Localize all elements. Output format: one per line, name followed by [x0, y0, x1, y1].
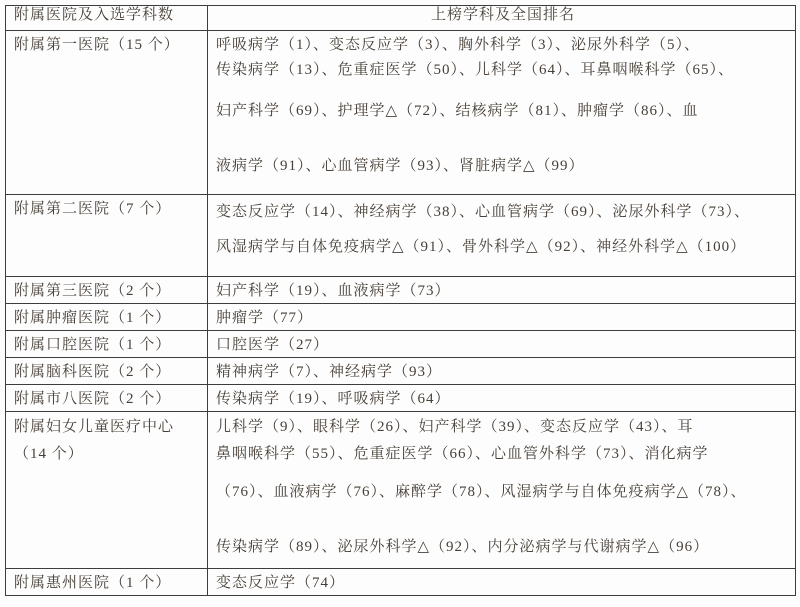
- hospital-cell: [6, 412, 208, 569]
- text-line: 附属市八医院（2 个）: [14, 391, 172, 407]
- subjects-cell: [208, 304, 796, 331]
- text-line: 妇产科学（19）、血液病学（73）: [216, 283, 451, 299]
- header-cell-hospital: 附属医院及入选学科数: [6, 6, 208, 31]
- text-line: 附属脑科医院（2 个）: [14, 364, 172, 380]
- table-header-row: [6, 6, 796, 31]
- text-line: 传染病学（13）、危重症医学（50）、儿科学（64）、耳鼻咽喉科学（65）、: [216, 62, 735, 78]
- text-line: 附属惠州医院（1 个）: [14, 575, 172, 591]
- ranking-table: [5, 5, 796, 596]
- table-row: [6, 412, 796, 569]
- table-row: [6, 385, 796, 412]
- text-line: （14 个）: [14, 446, 84, 462]
- text-line: 传染病学（89）、泌尿外科学△（92）、内分泌病学与代谢病学△（96）: [216, 539, 710, 555]
- text-line: 妇产科学（69）、护理学△（72）、结核病学（81）、肿瘤学（86）、血: [216, 103, 699, 119]
- header-cell-subjects: 上榜学科及全国排名: [208, 6, 796, 31]
- text-line: 鼻咽喉科学（55）、危重症医学（66）、心血管外科学（73）、消化病学: [216, 446, 709, 462]
- text-line: 精神病学（7）、神经病学（93）: [216, 364, 443, 380]
- subjects-cell: [208, 195, 796, 277]
- hospital-cell: [6, 277, 208, 304]
- hospital-cell: [6, 31, 208, 195]
- subjects-cell: [208, 385, 796, 412]
- table-row: [6, 31, 796, 195]
- text-line: 附属肿瘤医院（1 个）: [14, 310, 172, 326]
- text-line: 口腔医学（27）: [216, 337, 330, 353]
- text-line: 附属第一医院（15 个）: [14, 37, 180, 53]
- text-line: 儿科学（9）、眼科学（26）、妇产科学（39）、变态反应学（43）、耳: [216, 419, 694, 435]
- table-row: [6, 195, 796, 277]
- subjects-cell: [208, 569, 796, 596]
- text-line: 呼吸病学（1）、变态反应学（3）、胸外科学（3）、泌尿外科学（5）、: [216, 37, 701, 53]
- subjects-cell: [208, 31, 796, 195]
- hospital-cell: [6, 331, 208, 358]
- text-line: 附属妇女儿童医疗中心: [14, 419, 175, 435]
- hospital-cell: [6, 385, 208, 412]
- subjects-cell: [208, 277, 796, 304]
- table-body: [6, 31, 796, 596]
- text-line: 风湿病学与自体免疫病学△（91）、骨外科学△（92）、神经外科学△（100）: [216, 239, 747, 255]
- subjects-cell: [208, 412, 796, 569]
- table-row: [6, 569, 796, 596]
- text-line: 传染病学（19）、呼吸病学（64）: [216, 391, 451, 407]
- text-line: 变态反应学（14）、神经病学（38）、心血管病学（69）、泌尿外科学（73）、: [216, 204, 751, 220]
- text-line: 附属第二医院（7 个）: [14, 201, 172, 217]
- text-line: （76）、血液病学（76）、麻醉学（78）、风湿病学与自体免疫病学△（78）、: [216, 484, 747, 500]
- table-row: [6, 358, 796, 385]
- text-line: 变态反应学（74）: [216, 575, 346, 591]
- hospital-cell: [6, 358, 208, 385]
- hospital-cell: [6, 195, 208, 277]
- hospital-cell: [6, 569, 208, 596]
- table-row: [6, 304, 796, 331]
- text-line: 肿瘤学（77）: [216, 310, 314, 326]
- subjects-cell: [208, 331, 796, 358]
- table-row: [6, 277, 796, 304]
- subjects-cell: [208, 358, 796, 385]
- text-line: 液病学（91）、心血管病学（93）、肾脏病学△（99）: [216, 158, 585, 174]
- text-line: 附属第三医院（2 个）: [14, 283, 172, 299]
- text-line: 附属口腔医院（1 个）: [14, 337, 172, 353]
- table-row: [6, 331, 796, 358]
- hospital-cell: [6, 304, 208, 331]
